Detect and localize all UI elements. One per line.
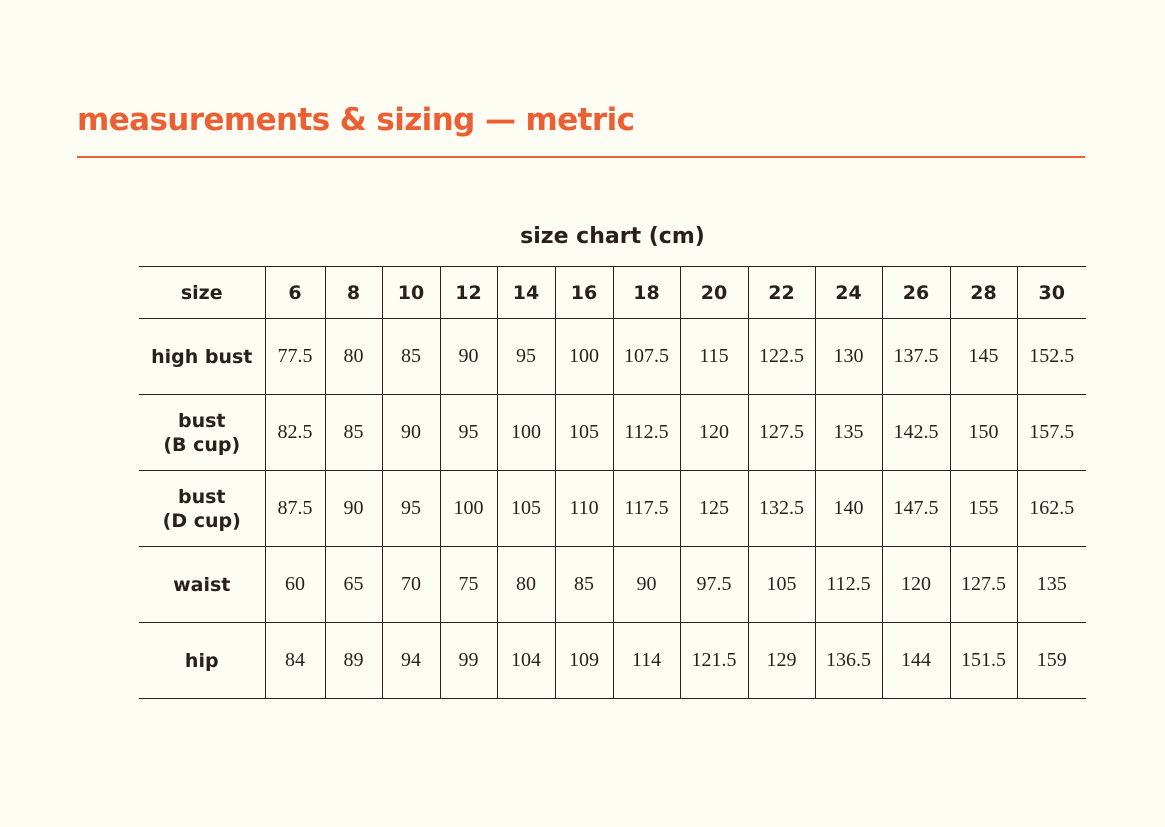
measurement-cell: 135 xyxy=(815,395,882,471)
row-label-line: (B cup) xyxy=(163,433,241,456)
measurement-cell: 135 xyxy=(1017,547,1086,623)
measurement-cell: 144 xyxy=(882,623,950,699)
measurement-cell: 89 xyxy=(325,623,382,699)
measurement-cell: 136.5 xyxy=(815,623,882,699)
table-row-waist xyxy=(139,547,1086,623)
size-column-header: 6 xyxy=(265,267,325,319)
measurement-cell: 60 xyxy=(265,547,325,623)
size-chart-table xyxy=(139,266,1086,699)
measurement-cell: 107.5 xyxy=(613,319,680,395)
measurement-cell: 100 xyxy=(555,319,613,395)
size-column-header: 26 xyxy=(882,267,950,319)
measurement-cell: 97.5 xyxy=(680,547,748,623)
measurement-cell: 140 xyxy=(815,471,882,547)
measurement-cell: 75 xyxy=(440,547,497,623)
row-label-line: (D cup) xyxy=(162,509,241,532)
table-row-high-bust xyxy=(139,319,1086,395)
size-chart-caption: size chart (cm) xyxy=(520,224,705,249)
size-column-header: 18 xyxy=(613,267,680,319)
measurement-cell: 85 xyxy=(325,395,382,471)
measurement-cell: 125 xyxy=(680,471,748,547)
measurement-cell: 112.5 xyxy=(613,395,680,471)
measurement-cell: 115 xyxy=(680,319,748,395)
measurement-cell: 82.5 xyxy=(265,395,325,471)
title-divider xyxy=(77,156,1085,158)
measurement-cell: 95 xyxy=(382,471,440,547)
row-label-line: bust xyxy=(177,485,226,508)
measurement-cell: 70 xyxy=(382,547,440,623)
measurement-cell: 109 xyxy=(555,623,613,699)
page-title: measurements & sizing — metric xyxy=(77,102,635,138)
measurement-cell: 85 xyxy=(555,547,613,623)
measurement-cell: 77.5 xyxy=(265,319,325,395)
measurement-cell: 110 xyxy=(555,471,613,547)
measurement-cell: 157.5 xyxy=(1017,395,1086,471)
measurement-cell: 162.5 xyxy=(1017,471,1086,547)
size-column-header: 16 xyxy=(555,267,613,319)
row-label-high-bust: high bust xyxy=(139,319,265,395)
measurement-cell: 87.5 xyxy=(265,471,325,547)
measurement-cell: 112.5 xyxy=(815,547,882,623)
table-row-bust-d-cup xyxy=(139,471,1086,547)
measurement-cell: 129 xyxy=(748,623,815,699)
measurement-cell: 80 xyxy=(497,547,555,623)
measurement-cell: 151.5 xyxy=(950,623,1017,699)
size-header-label: size xyxy=(139,267,265,319)
measurement-cell: 90 xyxy=(613,547,680,623)
row-label-bust-b-cup xyxy=(139,395,265,471)
measurement-cell: 142.5 xyxy=(882,395,950,471)
measurement-cell: 84 xyxy=(265,623,325,699)
size-column-header: 8 xyxy=(325,267,382,319)
measurement-cell: 99 xyxy=(440,623,497,699)
size-column-header: 14 xyxy=(497,267,555,319)
size-column-header: 30 xyxy=(1017,267,1086,319)
measurement-cell: 104 xyxy=(497,623,555,699)
row-label-hip: hip xyxy=(139,623,265,699)
measurement-cell: 94 xyxy=(382,623,440,699)
size-header-row xyxy=(139,267,1086,319)
measurement-cell: 100 xyxy=(497,395,555,471)
measurement-cell: 90 xyxy=(382,395,440,471)
measurement-cell: 132.5 xyxy=(748,471,815,547)
measurement-cell: 127.5 xyxy=(748,395,815,471)
measurement-cell: 130 xyxy=(815,319,882,395)
measurement-cell: 120 xyxy=(680,395,748,471)
measurement-cell: 90 xyxy=(325,471,382,547)
row-label-bust-d-cup xyxy=(139,471,265,547)
measurement-cell: 159 xyxy=(1017,623,1086,699)
measurement-cell: 80 xyxy=(325,319,382,395)
row-label-waist: waist xyxy=(139,547,265,623)
size-column-header: 10 xyxy=(382,267,440,319)
measurement-cell: 65 xyxy=(325,547,382,623)
table-row-bust-b-cup xyxy=(139,395,1086,471)
measurement-cell: 95 xyxy=(497,319,555,395)
measurement-cell: 127.5 xyxy=(950,547,1017,623)
measurement-cell: 105 xyxy=(555,395,613,471)
measurement-cell: 155 xyxy=(950,471,1017,547)
measurement-cell: 117.5 xyxy=(613,471,680,547)
size-column-header: 22 xyxy=(748,267,815,319)
measurement-cell: 147.5 xyxy=(882,471,950,547)
measurement-cell: 95 xyxy=(440,395,497,471)
measurement-cell: 122.5 xyxy=(748,319,815,395)
size-column-header: 24 xyxy=(815,267,882,319)
measurement-cell: 105 xyxy=(748,547,815,623)
measurement-cell: 121.5 xyxy=(680,623,748,699)
size-column-header: 12 xyxy=(440,267,497,319)
row-label-line: bust xyxy=(177,409,226,432)
size-column-header: 28 xyxy=(950,267,1017,319)
size-column-header: 20 xyxy=(680,267,748,319)
measurement-cell: 137.5 xyxy=(882,319,950,395)
measurement-cell: 145 xyxy=(950,319,1017,395)
measurement-cell: 85 xyxy=(382,319,440,395)
measurement-cell: 120 xyxy=(882,547,950,623)
measurement-cell: 150 xyxy=(950,395,1017,471)
measurement-cell: 90 xyxy=(440,319,497,395)
measurement-cell: 100 xyxy=(440,471,497,547)
measurement-cell: 152.5 xyxy=(1017,319,1086,395)
table-row-hip xyxy=(139,623,1086,699)
measurement-cell: 114 xyxy=(613,623,680,699)
measurement-cell: 105 xyxy=(497,471,555,547)
